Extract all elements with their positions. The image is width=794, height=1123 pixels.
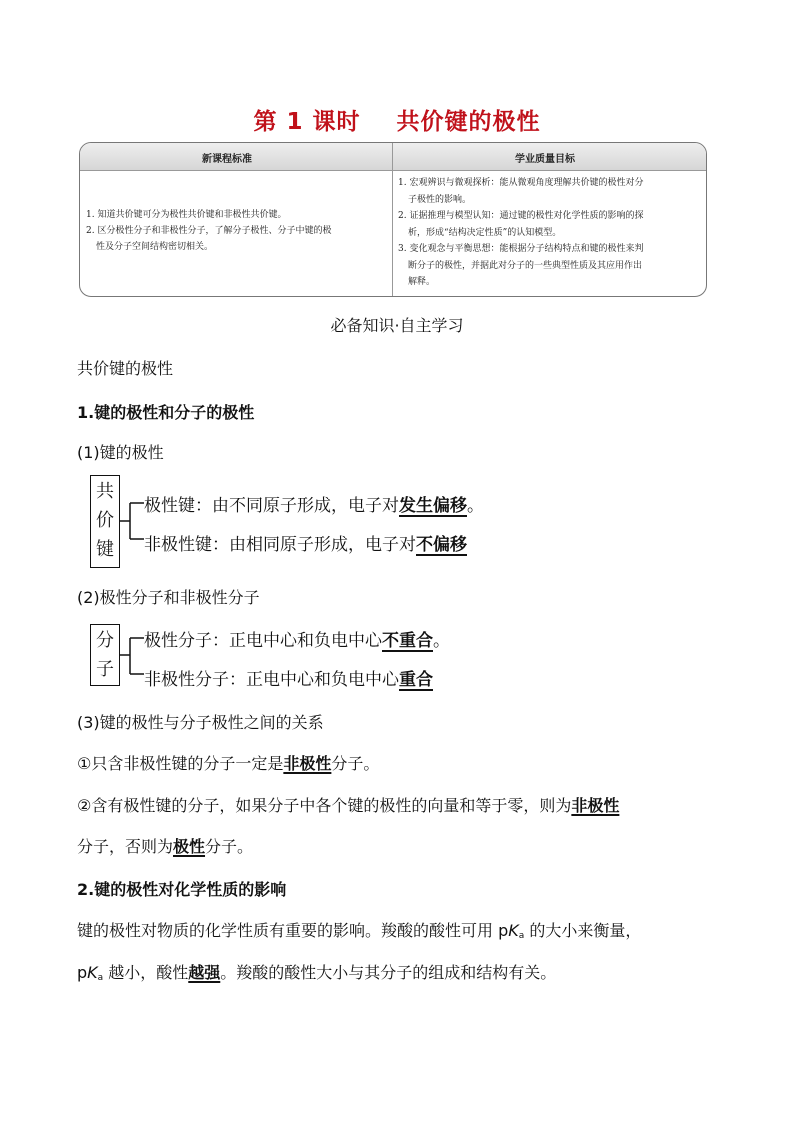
box-char: 键 [96, 539, 114, 560]
goal-item: 3. 变化观念与平衡思想：能根据分子结构特点和键的极性来判 [398, 244, 644, 254]
curriculum-standards [86, 207, 386, 255]
quality-goals [398, 175, 702, 291]
heading-1: 1.键的极性和分子的极性 [77, 403, 255, 422]
covalent-bond-box [90, 475, 120, 568]
nonpolar-bond-line: 非极性键：由相同原子形成，电子对不偏移 [144, 535, 467, 555]
goal-item: 1. 宏观辨识与微观探析：能从微观角度理解共价键的极性对分 [398, 178, 644, 188]
subheading-molecule-polarity: (2)极性分子和非极性分子 [77, 588, 260, 607]
answer-coincide: 重合 [399, 670, 433, 690]
standard-item: 1. 知道共价键可分为极性共价键和非极性共价键。 [86, 210, 287, 220]
rule-2-continued: 分子，否则为极性分子。 [77, 837, 254, 856]
section-title: 必备知识·自主学习 [330, 316, 464, 335]
answer-stronger: 越强 [188, 963, 221, 982]
column-divider [392, 143, 393, 296]
standard-item: 2. 区分极性分子和非极性分子，了解分子极性、分子中键的极 [86, 226, 332, 236]
right-column-header: 学业质量目标 [515, 154, 575, 165]
box-char: 分 [96, 630, 114, 651]
answer-nonpolar-2: 非极性 [571, 796, 620, 815]
topic-heading: 共价键的极性 [77, 359, 174, 378]
answer-no-shift: 不偏移 [416, 535, 467, 555]
box-char: 共 [96, 481, 114, 502]
goal-item: 2. 证据推理与模型认知：通过键的极性对化学性质的影响的探 [398, 211, 644, 221]
polar-bond-line: 极性键：由不同原子形成，电子对发生偏移。 [144, 496, 484, 516]
answer-polar: 极性 [173, 837, 206, 856]
box-char: 价 [96, 510, 114, 531]
heading-2: 2.键的极性对化学性质的影响 [77, 880, 287, 899]
rule-2: ②含有极性键的分子，如果分子中各个键的极性的向量和等于零，则为非极性 [77, 796, 620, 815]
answer-shift: 发生偏移 [399, 496, 467, 516]
goal-item: 析，形成“结构决定性质”的认知模型。 [408, 227, 562, 238]
page-title: 第 1 课时 共价键的极性 [253, 109, 541, 135]
answer-nonpolar-1: 非极性 [283, 754, 332, 773]
molecule-box [90, 624, 120, 686]
goal-item: 断分子的极性，并据此对分子的一些典型性质及其应用作出 [408, 260, 643, 271]
standard-item: 性及分子空间结构密切相关。 [96, 242, 214, 252]
answer-not-coincide: 不重合 [382, 631, 433, 651]
nonpolar-molecule-line: 非极性分子：正电中心和负电中心重合 [144, 670, 433, 690]
subheading-bond-polarity: (1)键的极性 [77, 443, 164, 462]
polar-molecule-line: 极性分子：正电中心和负电中心不重合。 [144, 631, 450, 651]
goal-item: 子极性的影响。 [408, 194, 472, 205]
paragraph-line-2: $pK_a$ 越小，酸性越强。羧酸的酸性大小与其分子的组成和结构有关。 [77, 963, 557, 983]
subheading-relationship: (3)键的极性与分子极性之间的关系 [77, 713, 324, 732]
paragraph-line-1: 键的极性对物质的化学性质有重要的影响。羧酸的酸性可用 $pK_a$ 的大小来衡量， [77, 921, 642, 941]
box-char: 子 [96, 659, 114, 680]
standards-table-header [80, 143, 706, 171]
rule-1: ①只含非极性键的分子一定是非极性分子。 [77, 754, 380, 773]
goal-item: 解释。 [408, 277, 436, 287]
standards-table [79, 142, 707, 297]
left-column-header: 新课程标准 [202, 154, 252, 165]
